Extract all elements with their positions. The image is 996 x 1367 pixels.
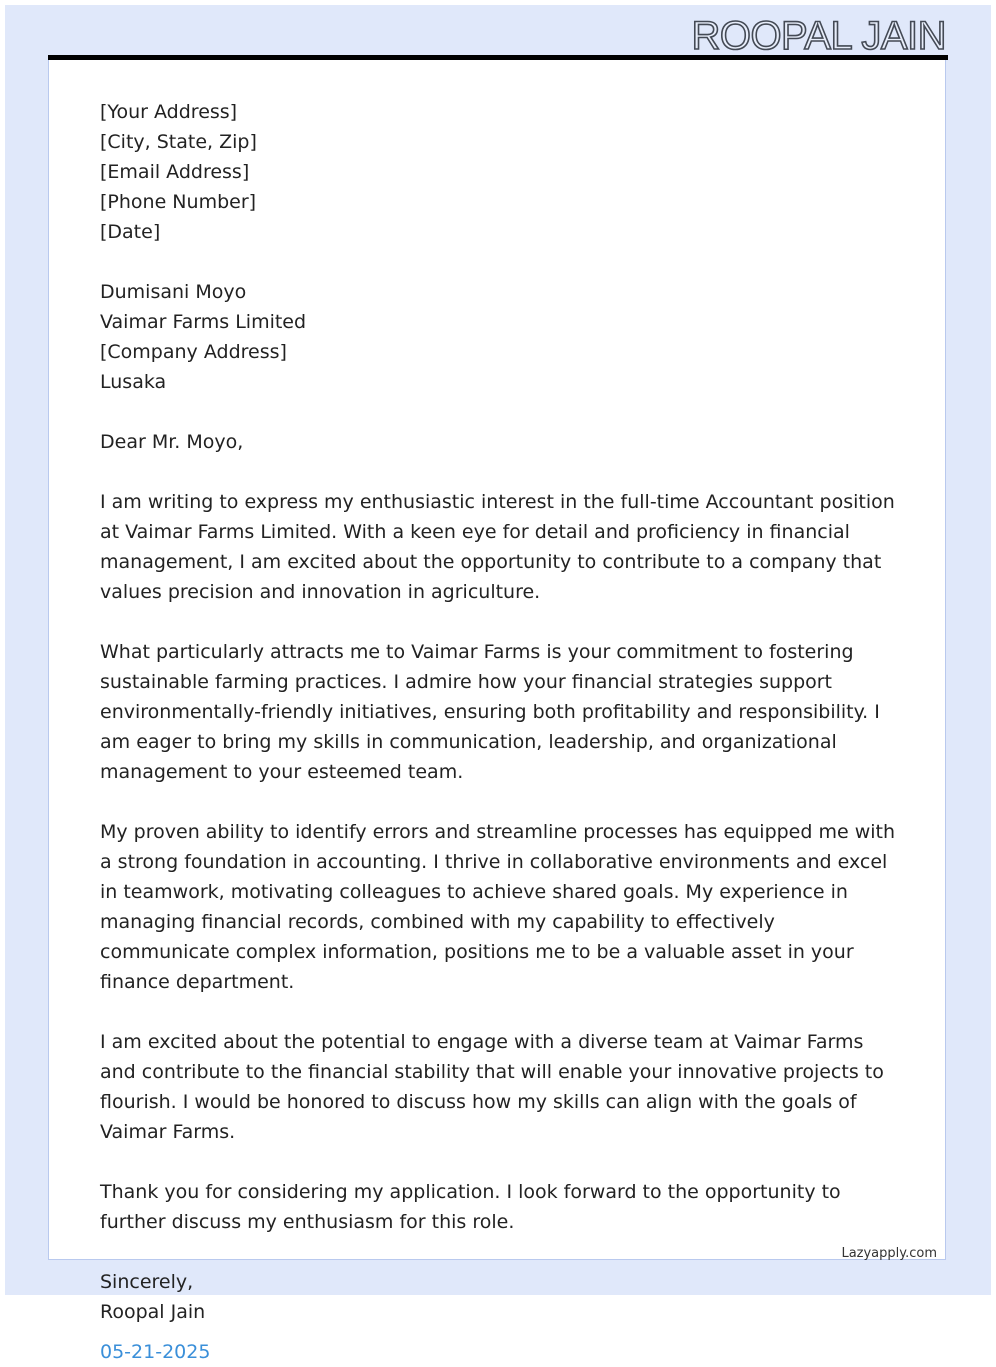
body-paragraph-3: My proven ability to identify errors and streamline processes has equipped me with a strong foundation in accounting. I thrive in collaborative environments and excel in teamwork, motivating colleagues to achieve shared goals. My experience in managing financial records, combined with my capability to effectively communicate complex information, positions me to be a valuable asset in your finance department.: [100, 821, 896, 993]
body-paragraph-2: What particularly attracts me to Vaimar Farms is your commitment to fostering sustainable farming practices. I admire how your financial strategies support environmentally-friendly initiatives, ensuring both profitability and responsibility. I am eager to bring my skills in communication, leadership, and organizational management to your esteemed team.: [100, 641, 880, 783]
cover-letter-body: [100, 97, 900, 1367]
sender-phone: [Phone Number]: [100, 191, 257, 213]
body-paragraph-4: I am excited about the potential to engage with a diverse team at Vaimar Farms and contribute to the financial stability that will enable your innovative projects to flourish. I would be honored to discuss how my skills can align with the goals of Vaimar Farms.: [100, 1031, 884, 1143]
valediction: Sincerely,: [100, 1271, 194, 1293]
sender-date: [Date]: [100, 221, 161, 243]
recipient-company: Vaimar Farms Limited: [100, 311, 307, 333]
watermark-link[interactable]: Lazyapply.com: [841, 1246, 937, 1261]
recipient-company-address: [Company Address]: [100, 341, 287, 363]
sender-city-state-zip: [City, State, Zip]: [100, 131, 257, 153]
recipient-city: Lusaka: [100, 371, 167, 393]
signature-name: Roopal Jain: [100, 1301, 206, 1323]
closing-date: 05-21-2025: [100, 1341, 211, 1363]
applicant-name-header: ROOPAL JAIN: [691, 14, 946, 58]
salutation: Dear Mr. Moyo,: [100, 431, 244, 453]
body-paragraph-5: Thank you for considering my application. I look forward to the opportunity to further discuss my enthusiasm for this role.: [100, 1181, 841, 1233]
sender-address: [Your Address]: [100, 101, 238, 123]
recipient-name: Dumisani Moyo: [100, 281, 247, 303]
body-paragraph-1: I am writing to express my enthusiastic interest in the full-time Accountant position at Vaimar Farms Limited. With a keen eye for detail and proficiency in financial management, I am excited about the opportunity to contribute to a company that values precision and innovation in agriculture.: [100, 491, 895, 603]
sender-email: [Email Address]: [100, 161, 250, 183]
